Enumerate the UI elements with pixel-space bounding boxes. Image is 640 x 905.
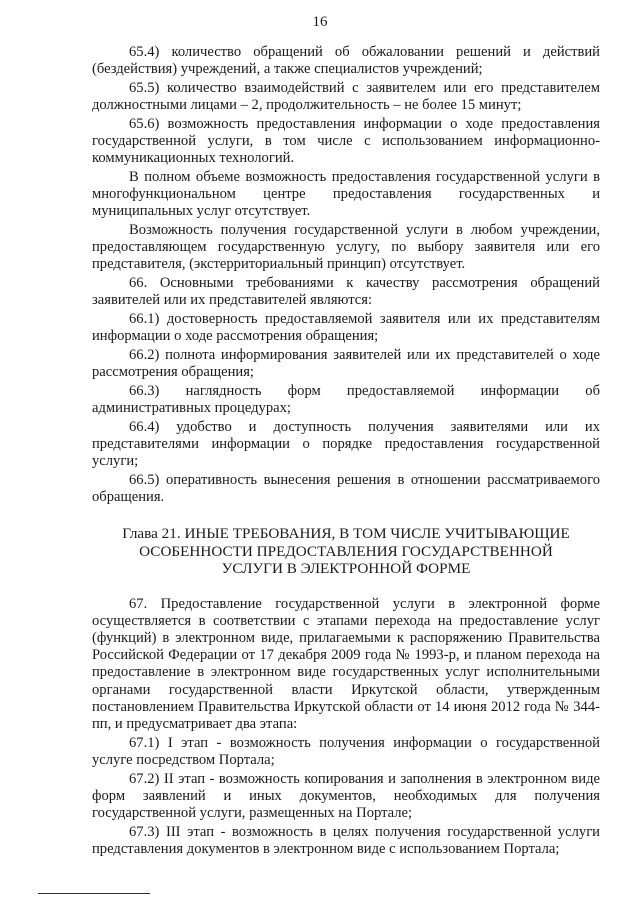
paragraph-66-2: 66.2) полнота информирования заявителей или их представителей о ходе рассмотрения обращения; bbox=[92, 346, 600, 381]
chapter-title-line: УСЛУГИ В ЭЛЕКТРОННОЙ ФОРМЕ bbox=[221, 560, 471, 578]
chapter-title-line: ОСОБЕННОСТИ ПРЕДОСТАВЛЕНИЯ ГОСУДАРСТВЕННОЙ bbox=[139, 542, 553, 560]
paragraph-65-6: 65.6) возможность предоставления информации о ходе предоставления государственной услуги, в том числе с использованием информационно-коммуникационных технологий. bbox=[92, 115, 600, 167]
paragraph-67-1: 67.1) I этап - возможность получения информации о государственной услуге посредством Портала; bbox=[92, 734, 600, 768]
paragraph-66-5: 66.5) оперативность вынесения решения в отношении рассматриваемого обращения. bbox=[92, 471, 600, 506]
paragraph-mfc: В полном объеме возможность предоставления государственной услуги в многофункциональном центре предоставления государственных и муниципальных услуг отсутствует. bbox=[92, 168, 600, 220]
chapter-title-line: Глава 21. ИНЫЕ ТРЕБОВАНИЯ, В ТОМ ЧИСЛЕ УЧИТЫВАЮЩИЕ bbox=[122, 525, 570, 543]
chapter-title bbox=[92, 525, 600, 577]
paragraph-66-3: 66.3) наглядность форм предоставляемой информации об административных процедурах; bbox=[92, 382, 600, 417]
paragraph-extraterritorial: Возможность получения государственной услуги в любом учреждении, предоставляющем государственную услугу, по выбору заявителя или его представителя, (экстерриториальный принцип) отсутствует. bbox=[92, 222, 600, 273]
paragraph-66-4: 66.4) удобство и доступность получения заявителями или их представителями информации о порядке предоставления государственной услуги; bbox=[92, 418, 600, 470]
paragraph-67: 67. Предоставление государственной услуги в электронной форме осуществляется в соответствии с этапами перехода на предоставление услуг (функций) в электронном виде, прилагаемыми к распоряжению Правительства Российской Федерации от 17 декабря 2009 года № 1993-р, и планом перехода на предоставление в электронном виде государственных услуг исполнительными органами государственной власти Иркутской области, утвержденным постановлением Правительства Иркутской области от 14 июня 2012 года № 344-пп, и предусматривает два этапа: bbox=[92, 595, 600, 732]
document-body bbox=[92, 44, 600, 860]
page-number: 16 bbox=[312, 14, 328, 30]
paragraph-65-4: 65.4) количество обращений об обжаловании решений и действий (бездействия) учреждений, а также специалистов учреждений; bbox=[92, 44, 600, 78]
paragraph-65-5: 65.5) количество взаимодействий с заявителем или его представителем должностными лицами – 2, продолжительность – не более 15 минут; bbox=[92, 79, 600, 114]
paragraph-67-2: 67.2) II этап - возможность копирования и заполнения в электронном виде форм заявлений и иных документов, необходимых для получения государственной услуги, размещенных на Портале; bbox=[92, 770, 600, 821]
paragraph-66: 66. Основными требованиями к качеству рассмотрения обращений заявителей или их представителей являются: bbox=[92, 275, 600, 309]
paragraph-67-3: 67.3) III этап - возможность в целях получения государственной услуги представления документов в электронном виде с использованием Портала; bbox=[92, 823, 600, 857]
footnote-divider bbox=[38, 893, 150, 894]
paragraph-66-1: 66.1) достоверность предоставляемой заявителя или их представителям информации о ходе рассмотрения обращения; bbox=[92, 311, 600, 345]
